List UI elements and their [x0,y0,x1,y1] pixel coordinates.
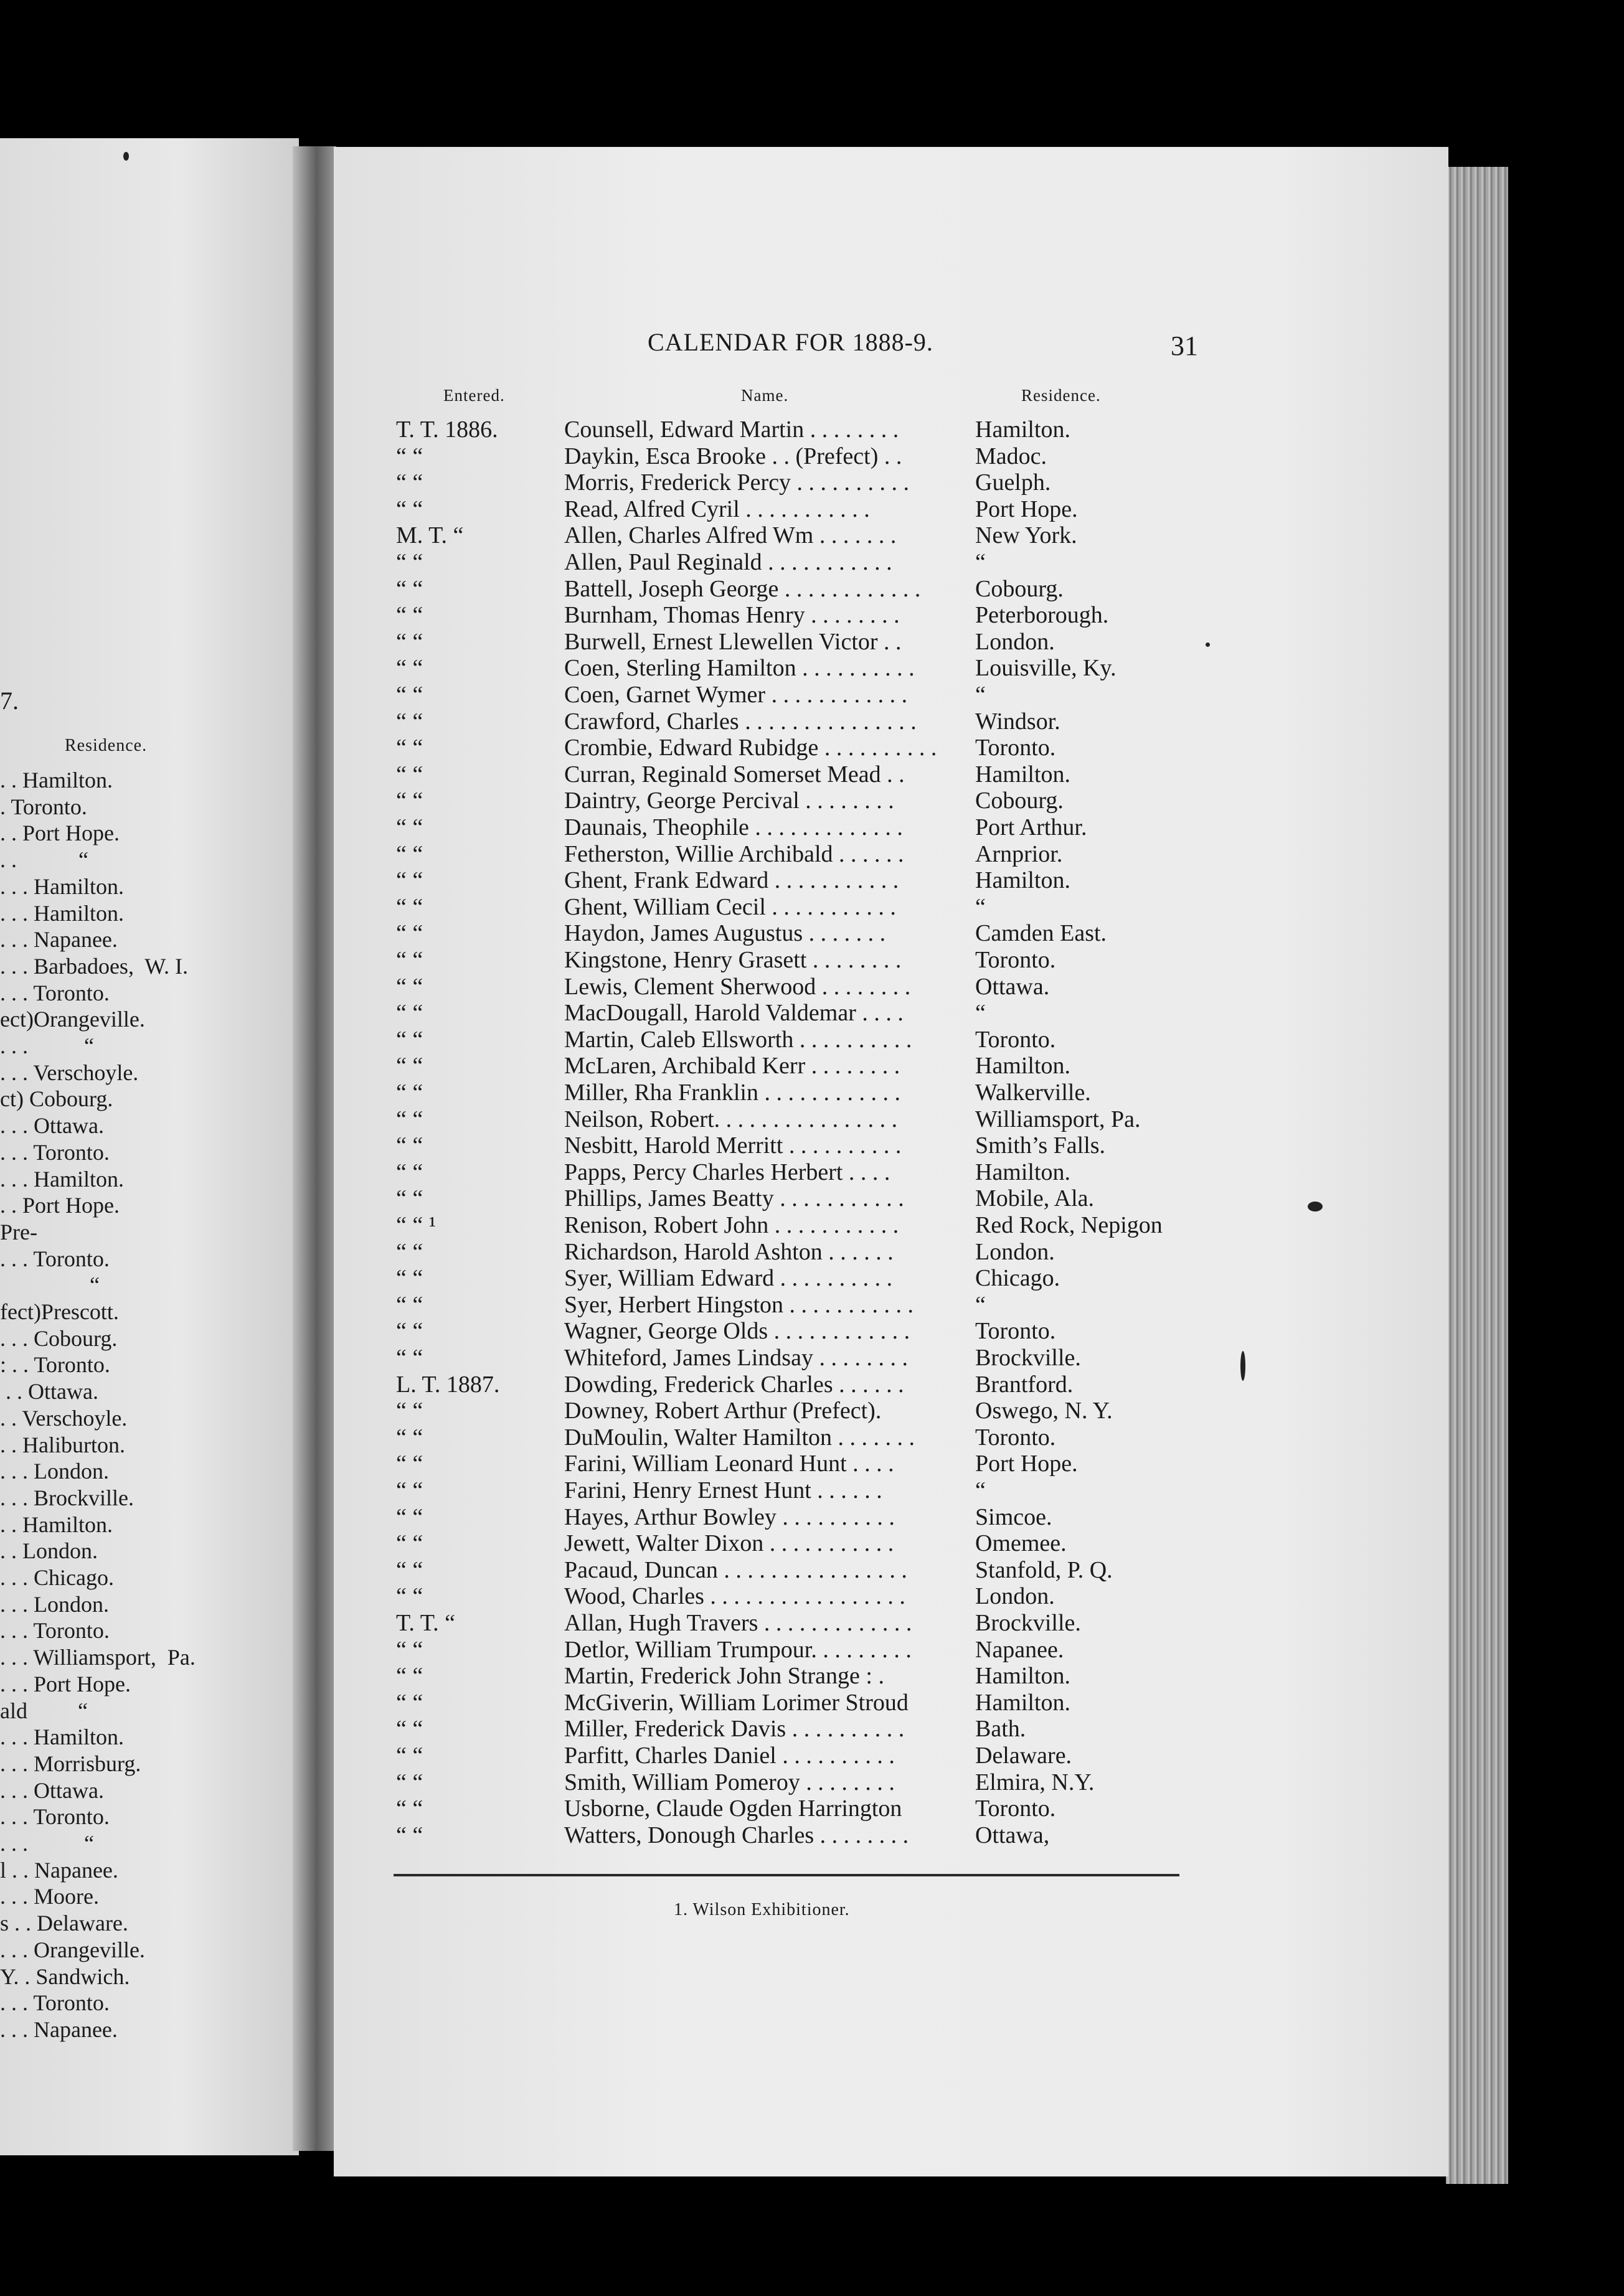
speck [1240,1351,1245,1381]
register-row [396,1079,1230,1106]
residence-cell: Delaware. [975,1743,1072,1769]
name-cell: Papps, Percy Charles Herbert . . . . [564,1159,890,1185]
register-row [396,681,1230,708]
name-cell: Lewis, Clement Sherwood . . . . . . . . [564,973,911,1000]
left-residence-row: . . . Napanee. [0,2016,118,2042]
entered-cell: “ “ [396,628,423,655]
footnote: 1. Wilson Exhibitioner. [674,1900,850,1919]
footnote-rule [394,1874,1179,1876]
register-row [396,1238,1230,1265]
name-cell: Coen, Sterling Hamilton . . . . . . . . . . [564,655,915,682]
residence-cell: Red Rock, Nepigon [975,1212,1163,1238]
left-residence-row: . . . Hamilton. [0,1166,124,1192]
entered-cell: “ “ [396,1026,423,1053]
entered-cell: “ “ [396,1159,423,1185]
register-row [396,787,1230,814]
register-row [396,654,1230,681]
register-row [396,1742,1230,1769]
residence-cell: Ottawa. [975,973,1050,1000]
running-head: CALENDAR FOR 1888-9. [648,328,933,356]
name-cell: Phillips, James Beatty . . . . . . . . . . . [564,1185,904,1212]
register-row [396,1371,1230,1398]
residence-cell: Stanfold, P. Q. [975,1556,1113,1583]
residence-cell: Toronto. [975,1795,1056,1822]
left-residence-row: . . London. [0,1538,98,1564]
entered-cell: “ “ [396,1345,423,1371]
entered-cell: “ “ [396,1795,423,1822]
register-row [396,416,1230,443]
name-cell: Allan, Hugh Travers . . . . . . . . . . . . . [564,1610,912,1636]
residence-cell: Brantford. [975,1371,1074,1398]
entered-cell: T. T. “ [396,1610,455,1636]
entered-cell: “ “ [396,549,423,575]
name-cell: McLaren, Archibald Kerr . . . . . . . . [564,1053,900,1080]
left-residence-row: ald “ [0,1698,88,1723]
entered-cell: “ “ [396,1291,423,1318]
entered-cell: “ “ ¹ [396,1212,437,1238]
residence-cell: “ [975,1477,986,1503]
name-cell: Smith, William Pomeroy . . . . . . . . [564,1769,895,1795]
register-row [396,1769,1230,1795]
entered-cell: “ “ [396,1583,423,1610]
residence-cell: Chicago. [975,1265,1060,1292]
entered-cell: “ “ [396,443,423,469]
residence-cell: Louisville, Ky. [975,655,1116,682]
left-residence-row: “ [0,1273,100,1298]
residence-cell: Mobile, Ala. [975,1185,1095,1212]
register-row [396,1052,1230,1079]
name-cell: Downey, Robert Arthur (Prefect). [564,1398,882,1424]
register-row [396,1212,1230,1238]
residence-cell: Hamilton. [975,416,1071,443]
residence-cell: Toronto. [975,947,1056,973]
left-residence-row: . . . Port Hope. [0,1671,131,1696]
left-residence-row: . . Ottawa. [0,1379,98,1404]
register-row [396,920,1230,946]
register-row [396,1822,1230,1848]
entered-cell: “ “ [396,496,423,522]
entered-cell: T. T. 1886. [396,416,498,443]
speck [123,152,129,161]
register-row [396,867,1230,893]
left-residence-row: . . . Ottawa. [0,1777,104,1803]
register-row [396,1424,1230,1451]
residence-cell: Toronto. [975,1424,1056,1451]
residence-cell: Ottawa, [975,1822,1050,1848]
entered-cell: “ “ [396,814,423,840]
entered-cell: “ “ [396,1451,423,1477]
name-cell: Crawford, Charles . . . . . . . . . . . . . . . [564,708,917,735]
residence-cell: Hamilton. [975,761,1071,788]
register-row [396,1715,1230,1742]
entered-cell: “ “ [396,947,423,973]
residence-cell: Cobourg. [975,575,1064,602]
register-row [396,708,1230,735]
residence-cell: Hamilton. [975,1159,1071,1185]
residence-cell: Brockville. [975,1610,1081,1636]
left-residence-row: . . . Morrisburg. [0,1751,141,1776]
residence-cell: Bath. [975,1716,1026,1743]
page-number: 31 [1171,331,1198,361]
register-row [396,1159,1230,1185]
residence-cell: London. [975,1583,1055,1610]
residence-cell: Omemee. [975,1530,1067,1557]
name-cell: Fetherston, Willie Archibald . . . . . . [564,840,904,867]
name-cell: Neilson, Robert. . . . . . . . . . . . . . . . [564,1106,898,1132]
entered-cell: “ “ [396,1238,423,1265]
left-residence-header: Residence. [65,736,148,755]
entered-cell: “ “ [396,1132,423,1159]
entered-cell: “ “ [396,1556,423,1583]
name-cell: Whiteford, James Lindsay . . . . . . . . [564,1345,908,1371]
left-residence-row: . . Haliburton. [0,1432,125,1457]
register-row [396,1106,1230,1132]
left-residence-row: l . . Napanee. [0,1857,118,1883]
speck [1308,1202,1323,1212]
residence-cell: New York. [975,522,1077,549]
entered-cell: “ “ [396,1769,423,1795]
register-row [396,1583,1230,1609]
residence-cell: Port Arthur. [975,814,1087,840]
entered-cell: “ “ [396,1822,423,1848]
name-cell: Morris, Frederick Percy . . . . . . . . . . [564,469,910,496]
entered-cell: “ “ [396,602,423,629]
book-gutter [293,146,336,2151]
name-column-header: Name. [741,386,789,405]
register-row [396,522,1230,548]
name-cell: Ghent, Frank Edward . . . . . . . . . . . [564,867,899,894]
left-residence-row: . . . Napanee. [0,927,118,953]
name-cell: Daintry, George Percival . . . . . . . . [564,788,894,814]
register-row [396,973,1230,1000]
register-row [396,1609,1230,1636]
name-cell: Renison, Robert John . . . . . . . . . . . [564,1212,899,1238]
register-row [396,496,1230,522]
entered-cell: “ “ [396,1636,423,1663]
residence-cell: Toronto. [975,1026,1056,1053]
residence-cell: Hamilton. [975,867,1071,894]
name-cell: Richardson, Harold Ashton . . . . . . [564,1238,894,1265]
name-cell: Haydon, James Augustus . . . . . . . [564,920,886,947]
residence-cell: Guelph. [975,469,1051,496]
residence-cell: Smith’s Falls. [975,1132,1106,1159]
page-edges [1446,167,1508,2184]
speck [1206,642,1210,647]
residence-cell: Oswego, N. Y. [975,1398,1113,1424]
left-residence-row: . . . Barbadoes, W. I. [0,953,188,979]
left-residence-row: . . . Toronto. [0,1246,110,1271]
register-row [396,1530,1230,1556]
entered-cell: “ “ [396,1080,423,1106]
left-residence-row: . . Hamilton. [0,1512,113,1537]
residence-cell: Elmira, N.Y. [975,1769,1095,1795]
name-cell: Watters, Donough Charles . . . . . . . . [564,1822,909,1848]
entered-cell: “ “ [396,1503,423,1530]
register-row [396,1477,1230,1503]
register-row [396,1636,1230,1663]
register-row [396,628,1230,655]
left-residence-row: fect)Prescott. [0,1299,119,1324]
entered-cell: “ “ [396,1663,423,1690]
name-cell: Daunais, Theophile . . . . . . . . . . . . . [564,814,903,840]
left-residence-row: . . . Ottawa. [0,1113,104,1139]
left-residence-row: . . “ [0,847,88,873]
entered-cell: “ “ [396,788,423,814]
register-row [396,1689,1230,1716]
left-residence-row: . . . London. [0,1459,109,1484]
left-residence-row: . . . Cobourg. [0,1325,118,1351]
residence-cell: Hamilton. [975,1663,1071,1690]
name-cell: Daykin, Esca Brooke . . (Prefect) . . [564,443,902,469]
name-cell: Martin, Caleb Ellsworth . . . . . . . . . . [564,1026,912,1053]
residence-cell: Hamilton. [975,1053,1071,1080]
left-page [0,138,299,2155]
name-cell: Detlor, William Trumpour. . . . . . . . . [564,1636,912,1663]
left-residence-row: . . . Toronto. [0,1618,110,1644]
name-cell: DuMoulin, Walter Hamilton . . . . . . . [564,1424,915,1451]
register-row [396,1317,1230,1344]
register-row [396,1291,1230,1318]
residence-cell: Madoc. [975,443,1047,469]
entered-cell: “ “ [396,1265,423,1292]
residence-cell: Port Hope. [975,1451,1078,1477]
name-cell: McGiverin, William Lorimer Stroud [564,1689,909,1716]
register-row [396,761,1230,788]
residence-cell: London. [975,1238,1055,1265]
left-residence-row: . . . Hamilton. [0,1724,124,1750]
entered-cell: “ “ [396,1689,423,1716]
name-cell: Kingstone, Henry Grasett . . . . . . . . [564,947,902,973]
entered-cell: “ “ [396,1477,423,1503]
left-residence-row: : . . Toronto. [0,1352,110,1378]
left-year-fragment: 7. [0,687,19,715]
residence-cell: Napanee. [975,1636,1064,1663]
left-residence-row: . . . Verschoyle. [0,1060,139,1085]
residence-cell: “ [975,682,986,708]
residence-cell: Port Hope. [975,496,1078,522]
name-cell: Miller, Frederick Davis . . . . . . . . . . [564,1716,905,1743]
register-row [396,443,1230,469]
name-cell: Coen, Garnet Wymer . . . . . . . . . . . . [564,682,908,708]
left-residence-row: . . . Toronto. [0,980,110,1005]
name-cell: Allen, Paul Reginald . . . . . . . . . . . [564,549,892,575]
name-cell: Read, Alfred Cyril . . . . . . . . . . . [564,496,870,522]
left-residence-row: . . . Williamsport, Pa. [0,1645,196,1670]
name-cell: Burwell, Ernest Llewellen Victor . . [564,628,902,655]
entered-cell: “ “ [396,1185,423,1212]
register-row [396,1264,1230,1291]
name-cell: Hayes, Arthur Bowley . . . . . . . . . . [564,1503,895,1530]
entered-cell: “ “ [396,1000,423,1027]
register-row [396,1556,1230,1583]
left-residence-row: . . . London. [0,1591,109,1617]
entered-cell: “ “ [396,867,423,894]
name-cell: Dowding, Frederick Charles . . . . . . [564,1371,904,1398]
left-residence-row: . . . Brockville. [0,1485,134,1510]
entered-cell: “ “ [396,1053,423,1080]
name-cell: Miller, Rha Franklin . . . . . . . . . . . . [564,1080,900,1106]
entered-cell: “ “ [396,469,423,496]
name-cell: Battell, Joseph George . . . . . . . . . . . . [564,575,921,602]
left-residence-row: . . . “ [0,1831,94,1856]
residence-cell: “ [975,549,986,575]
register-row [396,1662,1230,1689]
name-cell: Ghent, William Cecil . . . . . . . . . . . [564,893,896,920]
left-residence-row: . . . Orangeville. [0,1937,145,1962]
register-row [396,469,1230,496]
residence-cell: Toronto. [975,735,1056,761]
name-cell: Burnham, Thomas Henry . . . . . . . . [564,602,900,629]
residence-cell: Peterborough. [975,602,1109,629]
residence-cell: London. [975,628,1055,655]
name-cell: Usborne, Claude Ogden Harrington [564,1795,902,1822]
entered-cell: “ “ [396,575,423,602]
entered-cell: “ “ [396,1318,423,1345]
residence-cell: Brockville. [975,1345,1081,1371]
name-cell: Counsell, Edward Martin . . . . . . . . [564,416,899,443]
entered-cell: “ “ [396,840,423,867]
entered-cell: “ “ [396,1424,423,1451]
entered-cell: “ “ [396,1716,423,1743]
name-cell: Syer, William Edward . . . . . . . . . . [564,1265,893,1292]
name-cell: Parfitt, Charles Daniel . . . . . . . . . . [564,1743,895,1769]
residence-cell: “ [975,1000,986,1027]
left-residence-row: Pre- [0,1219,37,1244]
entered-cell: “ “ [396,973,423,1000]
left-residence-row: . . . Toronto. [0,1990,110,2016]
name-cell: Pacaud, Duncan . . . . . . . . . . . . . . . . [564,1556,907,1583]
name-cell: Syer, Herbert Hingston . . . . . . . . . . . [564,1291,914,1318]
left-residence-row: . . Port Hope. [0,821,120,846]
residence-cell: Walkerville. [975,1080,1091,1106]
register-row [396,548,1230,575]
left-residence-row: . . Hamilton. [0,768,113,793]
name-cell: Crombie, Edward Rubidge . . . . . . . . . . [564,735,937,761]
left-residence-row: . . . Hamilton. [0,873,124,899]
register-row [396,1132,1230,1159]
left-residence-row: . . Verschoyle. [0,1405,128,1431]
register-row [396,814,1230,840]
left-residence-row: . . . Chicago. [0,1565,114,1590]
register-row [396,840,1230,867]
residence-cell: Windsor. [975,708,1060,735]
name-cell: Allen, Charles Alfred Wm . . . . . . . [564,522,897,549]
entered-cell: “ “ [396,893,423,920]
left-residence-row: ect)Orangeville. [0,1007,145,1032]
residence-cell: Williamsport, Pa. [975,1106,1141,1132]
residence-cell: “ [975,1291,986,1318]
left-residence-row: . . Port Hope. [0,1193,120,1218]
entered-cell: M. T. “ [396,522,464,549]
residence-cell: Cobourg. [975,788,1064,814]
residence-cell: “ [975,893,986,920]
left-residence-row: s . . Delaware. [0,1911,128,1936]
entered-cell: “ “ [396,1106,423,1132]
name-cell: Nesbitt, Harold Merritt . . . . . . . . . . [564,1132,902,1159]
name-cell: MacDougall, Harold Valdemar . . . . [564,1000,904,1027]
register-row [396,575,1230,602]
left-residence-row: . . . “ [0,1033,94,1058]
register-row [396,1397,1230,1424]
register-row [396,999,1230,1026]
residence-cell: Arnprior. [975,840,1063,867]
name-cell: Wagner, George Olds . . . . . . . . . . . . [564,1318,910,1345]
name-cell: Wood, Charles . . . . . . . . . . . . . . . . . [564,1583,905,1610]
register-row [396,734,1230,761]
left-residence-row: ct) Cobourg. [0,1086,113,1112]
left-residence-row: . . . Hamilton. [0,900,124,926]
residence-cell: Simcoe. [975,1503,1052,1530]
entered-cell: “ “ [396,761,423,788]
name-cell: Martin, Frederick John Strange : . [564,1663,884,1690]
name-cell: Jewett, Walter Dixon . . . . . . . . . . . [564,1530,894,1557]
entered-cell: “ “ [396,655,423,682]
left-residence-row: . . . Toronto. [0,1804,110,1830]
residence-cell: Hamilton. [975,1689,1071,1716]
entered-cell: “ “ [396,708,423,735]
register-row [396,1026,1230,1053]
entered-cell: “ “ [396,735,423,761]
residence-column-header: Residence. [1021,386,1101,405]
register-row [396,601,1230,628]
register-row [396,946,1230,973]
entered-cell: “ “ [396,682,423,708]
name-cell: Farini, Henry Ernest Hunt . . . . . . [564,1477,882,1503]
register-row [396,1795,1230,1822]
residence-cell: Toronto. [975,1318,1056,1345]
left-residence-row: . Toronto. [0,794,87,819]
name-cell: Curran, Reginald Somerset Mead . . [564,761,905,788]
left-residence-row: . . . Moore. [0,1884,99,1909]
entered-cell: “ “ [396,1398,423,1424]
entered-cell: “ “ [396,920,423,947]
entered-cell: “ “ [396,1743,423,1769]
name-cell: Farini, William Leonard Hunt . . . . [564,1451,894,1477]
entered-column-header: Entered. [443,386,505,405]
register-row [396,1503,1230,1530]
entered-cell: “ “ [396,1530,423,1557]
left-residence-row: . . . Toronto. [0,1139,110,1165]
register-row [396,1185,1230,1212]
residence-cell: Camden East. [975,920,1107,947]
register-row [396,1450,1230,1477]
register-row [396,1344,1230,1371]
left-residence-row: Y. . Sandwich. [0,1964,130,1989]
register-row [396,893,1230,920]
entered-cell: L. T. 1887. [396,1371,500,1398]
